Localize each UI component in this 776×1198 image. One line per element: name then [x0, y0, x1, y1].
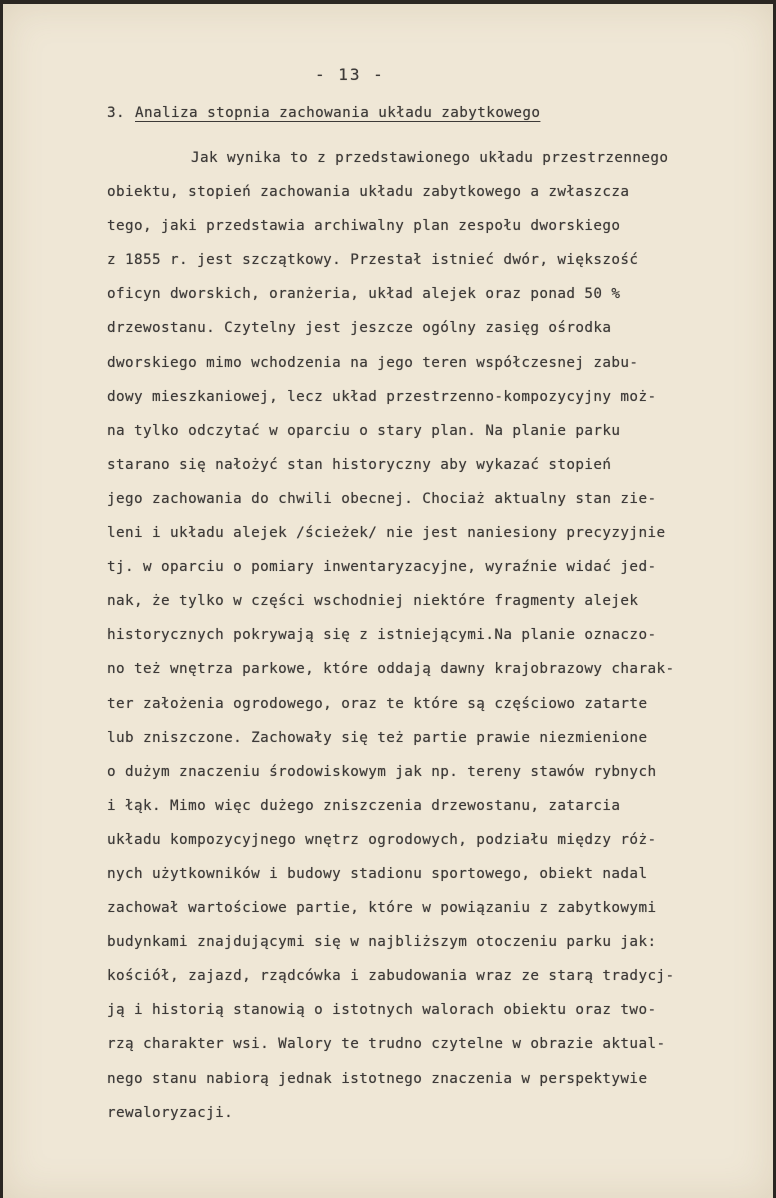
body-paragraph [107, 147, 767, 1136]
text-line: o dużym znaczeniu środowiskowym jak np. tereny stawów rybnych [107, 763, 657, 780]
text-line: jego zachowania do chwili obecnej. Chociaż aktualny stan zie- [107, 490, 657, 507]
page-number: - 13 - [315, 65, 385, 84]
text-line: dowy mieszkaniowej, lecz układ przestrzenno-kompozycyjny moż- [107, 388, 657, 405]
text-line: historycznych pokrywają się z istniejącymi.Na planie oznaczo- [107, 627, 657, 644]
text-line: drzewostanu. Czytelny jest jeszcze ogólny zasięg ośrodka [107, 320, 612, 337]
section-number: 3. [107, 105, 126, 121]
text-line: lub zniszczone. Zachowały się też partie prawie niezmienione [107, 729, 648, 746]
text-line: kościół, zajazd, rządcówka i zabudowania wraz ze starą tradycj- [107, 968, 675, 985]
text-line: nego stanu nabiorą jednak istotnego znaczenia w perspektywie [107, 1070, 648, 1087]
text-line: leni i układu alejek /ścieżek/ nie jest naniesiony precyzyjnie [107, 525, 666, 542]
text-line: tj. w oparciu o pomiary inwentaryzacyjne, wyraźnie widać jed- [107, 559, 657, 576]
text-line: układu kompozycyjnego wnętrz ogrodowych, podziału między róż- [107, 831, 657, 848]
section-title: Analiza stopnia zachowania układu zabytkowego [135, 105, 541, 121]
text-line: rewaloryzacji. [107, 1104, 234, 1121]
text-line: z 1855 r. jest szczątkowy. Przestał istnieć dwór, większość [107, 252, 639, 269]
document-page [3, 4, 773, 1198]
text-line: oficyn dworskich, oranżeria, układ alejek oraz ponad 50 % [107, 286, 621, 303]
text-line: starano się nałożyć stan historyczny aby wykazać stopień [107, 456, 612, 473]
text-line: nak, że tylko w części wschodniej niektóre fragmenty alejek [107, 593, 639, 610]
text-line: nych użytkowników i budowy stadionu sportowego, obiekt nadal [107, 865, 648, 882]
section-heading [107, 105, 540, 121]
text-line: budynkami znajdującymi się w najbliższym otoczeniu parku jak: [107, 934, 657, 951]
text-line: i łąk. Mimo więc dużego zniszczenia drzewostanu, zatarcia [107, 797, 621, 814]
text-line: dworskiego mimo wchodzenia na jego teren współczesnej zabu- [107, 354, 639, 371]
text-line: tego, jaki przedstawia archiwalny plan zespołu dworskiego [107, 218, 621, 235]
text-line: zachował wartościowe partie, które w powiązaniu z zabytkowymi [107, 900, 657, 917]
text-line: ter założenia ogrodowego, oraz te które są częściowo zatarte [107, 695, 648, 712]
text-line: ją i historią stanowią o istotnych walorach obiektu oraz two- [107, 1002, 657, 1019]
text-line: rzą charakter wsi. Walory te trudno czytelne w obrazie aktual- [107, 1036, 666, 1053]
text-line: Jak wynika to z przedstawionego układu przestrzennego [191, 150, 669, 166]
text-line: obiektu, stopień zachowania układu zabytkowego a zwłaszcza [107, 184, 630, 201]
text-line: no też wnętrza parkowe, które oddają dawny krajobrazowy charak- [107, 661, 675, 678]
text-line: na tylko odczytać w oparciu o stary plan. Na planie parku [107, 422, 621, 439]
